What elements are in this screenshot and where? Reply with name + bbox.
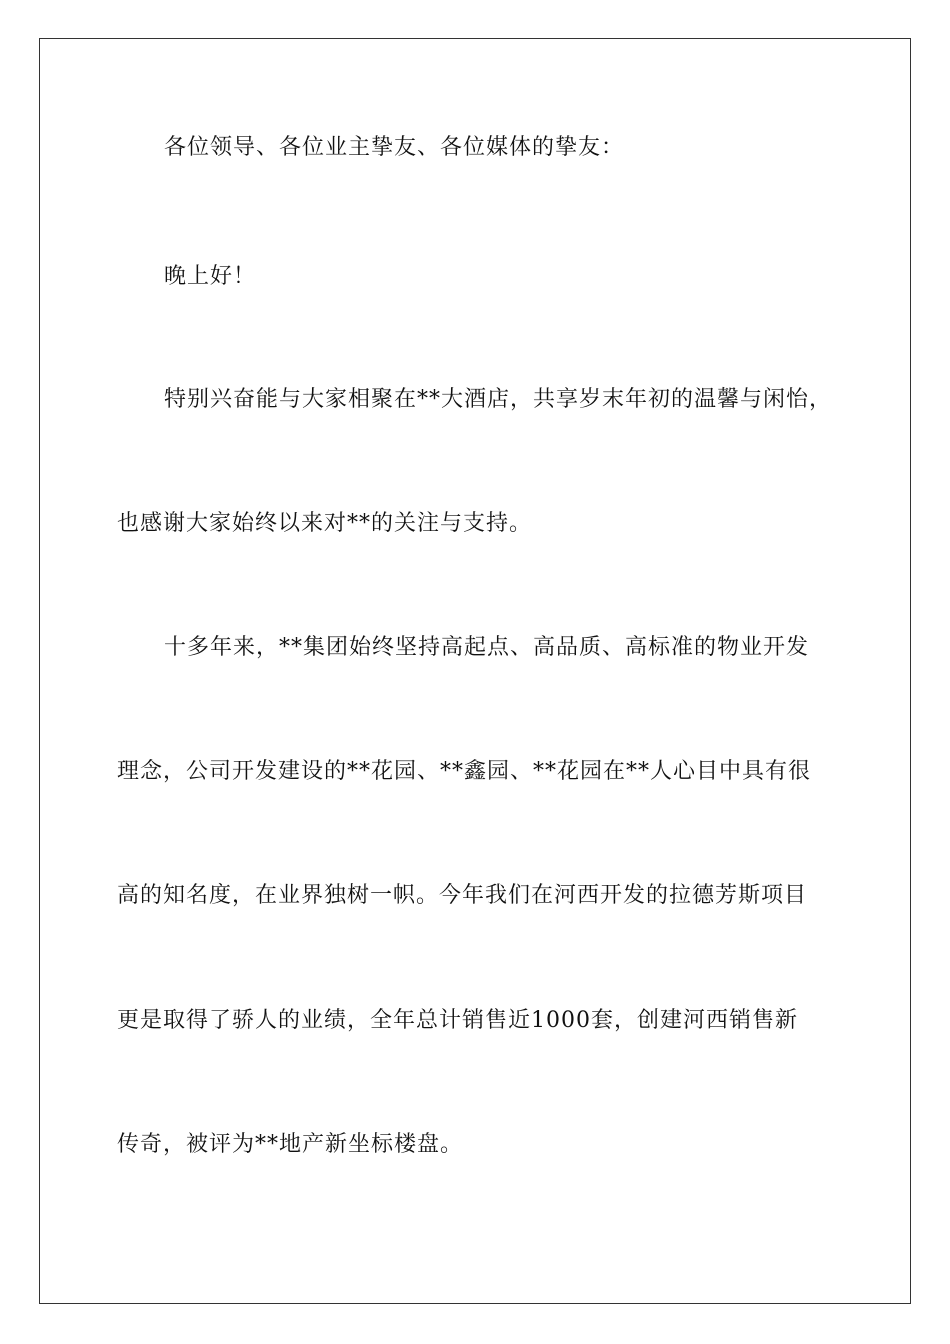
greeting-line: 晚上好！	[164, 264, 257, 289]
paragraph-1-line-1: 特别兴奋能与大家相聚在**大酒店，共享岁末年初的温馨与闲怡，	[164, 387, 833, 412]
paragraph-2-line-1: 十多年来，**集团始终坚持高起点、高品质、高标准的物业开发	[164, 635, 810, 660]
paragraph-2-line-2: 理念，公司开发建设的**花园、**鑫园、**花园在**人心目中具有很	[117, 759, 812, 784]
page-frame	[39, 38, 911, 1304]
paragraph-2-line-3: 高的知名度，在业界独树一帜。今年我们在河西开发的拉德芳斯项目	[117, 883, 808, 908]
paragraph-2-line-5: 传奇，被评为**地产新坐标楼盘。	[117, 1132, 464, 1157]
salutation-line: 各位领导、各位业主挚友、各位媒体的挚友：	[164, 135, 625, 160]
paragraph-1-line-2: 也感谢大家始终以来对**的关注与支持。	[117, 511, 533, 536]
paragraph-2-line-4: 更是取得了骄人的业绩，全年总计销售近1000套，创建河西销售新	[117, 1008, 798, 1033]
